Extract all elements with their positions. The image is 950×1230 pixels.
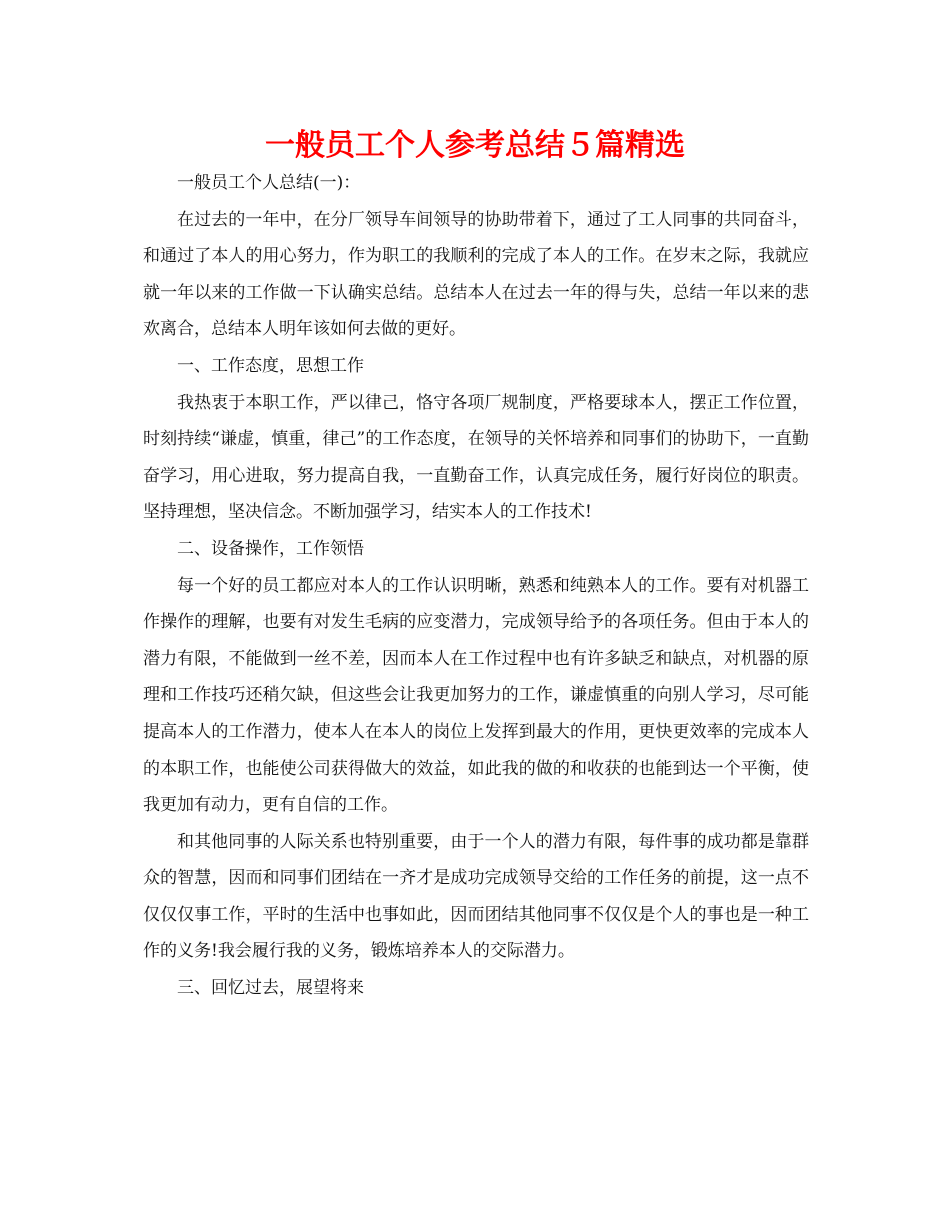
section-heading: 二、设备操作，工作领悟 xyxy=(177,538,364,559)
section-heading: 一般员工个人总结(一)： xyxy=(177,173,361,193)
paragraph: 在过去的一年中，在分厂领导车间领导的协助带着下，通过了工人同事的共同奋斗，和通过了本人的用心努力，作为职工的我顺利的完成了本人的工作。在岁末之际，我就应就一年以来的工作做一下认确实总结。总结本人在过去一年的得与失，总结一年以来的悲欢离合，总结本人明年该如何去做的更好。 xyxy=(143,209,809,340)
paragraph: 每一个好的员工都应对本人的工作认识明晰，熟悉和纯熟本人的工作。要有对机器工作操作的理解，也要有对发生毛病的应变潜力，完成领导给予的各项任务。但由于本人的潜力有限，不能做到一丝不差，因而本人在工作过程中也有许多缺乏和缺点，对机器的原理和工作技巧还稍欠缺，但这些会让我更加努力的工作，谦虚慎重的向别人学习，尽可能提高本人的工作潜力，使本人在本人的岗位上发挥到最大的作用，更快更效率的完成本人的本职工作，也能使公司获得做大的效益，如此我的做的和收获的也能到达一个平衡，使我更加有动力，更有自信的工作。 xyxy=(143,575,809,816)
document-title: 一般员工个人参考总结５篇精选 xyxy=(265,128,685,163)
paragraph: 我热衷于本职工作，严以律己，恪守各项厂规制度，严格要球本人，摆正工作位置，时刻持续“谦虚，慎重，律己”的工作态度，在领导的关怀培养和同事们的协助下，一直勤奋学习，用心进取，努力提高自我，一直勤奋工作，认真完成任务，履行好岗位的职责。坚持理想，坚决信念。不断加强学习，结实本人的工作技术! xyxy=(143,392,809,523)
document-body xyxy=(143,165,809,1007)
section-heading: 一、工作态度，思想工作 xyxy=(177,355,364,376)
section-heading: 三、回忆过去，展望将来 xyxy=(177,978,364,999)
paragraph: 和其他同事的人际关系也特别重要，由于一个人的潜力有限，每件事的成功都是靠群众的智慧，因而和同事们团结在一齐才是成功完成领导交给的工作任务的前提，这一点不仅仅仅事工作，平时的生活中也事如此，因而团结其他同事不仅仅是个人的事也是一种工作的义务!我会履行我的义务，锻炼培养本人的交际潜力。 xyxy=(143,831,809,962)
